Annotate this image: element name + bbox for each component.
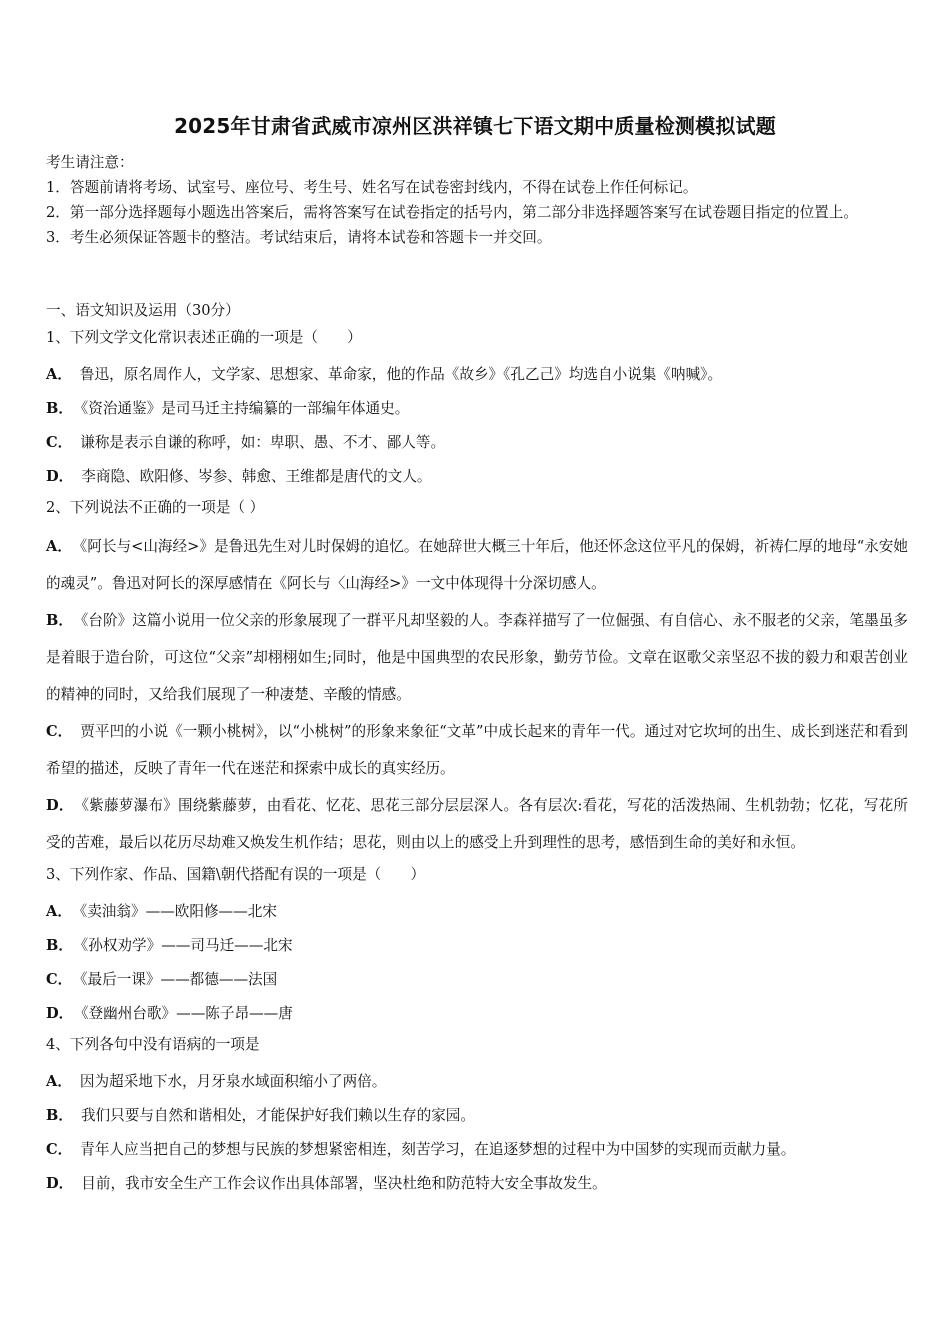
- option-text: 目前，我市安全生产工作会议作出具体部署，坚决杜绝和防范特大安全事故发生。: [81, 1175, 607, 1192]
- option-c[interactable]: [46, 713, 908, 787]
- option-text: 《卖油翁》——欧阳修——北宋: [79, 903, 277, 920]
- option-letter: C．: [46, 723, 73, 740]
- option-text: 我们只要与自然和谐相处，才能保护好我们赖以生存的家园。: [80, 1107, 475, 1124]
- question-2: [46, 494, 908, 861]
- option-text: 谦称是表示自谦的称呼，如：卑职、愚、不才、鄙人等。: [80, 434, 446, 451]
- option-d[interactable]: [46, 997, 908, 1031]
- question-4: [46, 1031, 908, 1201]
- option-a[interactable]: [46, 1065, 908, 1099]
- option-c[interactable]: [46, 963, 908, 997]
- option-text: 《紫藤萝瀑布》围绕紫藤萝，由看花、忆花、思花三部分层层深人。各有层次:看花，写花的活泼热闹、生机勃勃；忆花，写花所受的苦难，最后以花历尽劫难又焕发生机作结；思花，则由以上的感受上升到理性的思考，感悟到生命的美好和永恒。: [46, 797, 909, 851]
- exam-content: [46, 298, 908, 1201]
- option-c[interactable]: [46, 1133, 908, 1167]
- option-letter: D．: [46, 468, 74, 485]
- option-letter: B．: [46, 400, 73, 417]
- option-text: 《台阶》这篇小说用一位父亲的形象展现了一群平凡却坚毅的人。李森祥描写了一位倔强、有自信心、永不服老的父亲，笔墨虽多是着眼于造台阶，可这位“父亲”却栩栩如生;同时，他是中国典型的农民形象，勤劳节俭。文章在讴歌父亲坚忍不拔的毅力和艰苦创业的精神的同时，又给我们展现了一种凄楚、辛酸的情感。: [46, 612, 908, 703]
- notice-block: [46, 150, 908, 250]
- option-letter: D．: [46, 1175, 74, 1192]
- option-b[interactable]: [46, 392, 908, 426]
- option-text: 《资治通鉴》是司马迁主持编纂的一部编年体通史。: [80, 400, 410, 417]
- option-letter: A．: [46, 366, 72, 383]
- notice-item: 2．第一部分选择题每小题选出答案后，需将答案写在试卷指定的括号内，第二部分非选择题答案写在试卷题目指定的位置上。: [46, 204, 858, 221]
- option-letter: B．: [46, 612, 74, 629]
- option-letter: D．: [46, 797, 74, 814]
- option-letter: C．: [46, 971, 73, 988]
- option-c[interactable]: [46, 426, 908, 460]
- notice-item: 3．考生必须保证答题卡的整洁。考试结束后，请将本试卷和答题卡一并交回。: [46, 229, 552, 246]
- option-text: 李商隐、欧阳修、岑参、韩愈、王维都是唐代的文人。: [81, 468, 432, 485]
- question-stem: 2、下列说法不正确的一项是（ ）: [46, 499, 265, 516]
- option-text: 青年人应当把自己的梦想与民族的梦想紧密相连，刻苦学习，在追逐梦想的过程中为中国梦的实现而贡献力量。: [80, 1141, 796, 1158]
- question-stem: 3、下列作家、作品、国籍\朝代搭配有误的一项是（ ）: [46, 866, 426, 883]
- option-text: 《最后一课》——都德——法国: [80, 971, 278, 988]
- option-letter: A．: [46, 538, 72, 555]
- option-a[interactable]: [46, 895, 908, 929]
- option-letter: C．: [46, 434, 73, 451]
- option-letter: B．: [46, 1107, 73, 1124]
- option-text: 鲁迅，原名周作人，文学家、思想家、革命家，他的作品《故乡》《孔乙己》均选自小说集《呐喊》。: [79, 366, 723, 383]
- option-letter: C．: [46, 1141, 73, 1158]
- option-letter: B．: [46, 937, 73, 954]
- option-text: 《孙权劝学》——司马迁——北宋: [80, 937, 293, 954]
- notice-heading: 考生请注意：: [46, 154, 134, 171]
- option-a[interactable]: [46, 528, 908, 602]
- option-d[interactable]: [46, 787, 908, 861]
- option-text: 贾平凹的小说《一颗小桃树》，以“小桃树”的形象来象征“文革”中成长起来的青年一代。通过对它坎坷的出生、成长到迷茫和看到希望的描述，反映了青年一代在迷茫和探索中成长的真实经历。: [46, 723, 908, 777]
- question-1: [46, 324, 908, 494]
- option-d[interactable]: [46, 460, 908, 494]
- option-b[interactable]: [46, 1099, 908, 1133]
- option-d[interactable]: [46, 1167, 908, 1201]
- option-letter: A．: [46, 1073, 72, 1090]
- question-stem: 4、下列各句中没有语病的一项是: [46, 1036, 260, 1053]
- option-letter: D．: [46, 1005, 74, 1022]
- question-3: [46, 861, 908, 1031]
- page-title: 2025年甘肃省武威市凉州区洪祥镇七下语文期中质量检测模拟试题: [174, 114, 776, 138]
- section-heading: 一、语文知识及运用（30分）: [46, 302, 240, 319]
- option-b[interactable]: [46, 929, 908, 963]
- notice-item: 1．答题前请将考场、试室号、座位号、考生号、姓名写在试卷密封线内，不得在试卷上作任何标记。: [46, 179, 698, 196]
- option-text: 《登幽州台歌》——陈子昂——唐: [81, 1005, 293, 1022]
- option-text: 《阿长与<山海经>》是鲁迅先生对儿时保姆的追忆。在她辞世大概三十年后，他还怀念这位平凡的保姆，祈祷仁厚的地母“永安她的魂灵”。鲁迅对阿长的深厚感情在《阿长与〈山海经>》一文中体现得十分深切感人。: [46, 538, 909, 592]
- question-stem: 1、下列文学文化常识表述正确的一项是（ ）: [46, 329, 362, 346]
- option-text: 因为超采地下水，月牙泉水域面积缩小了两倍。: [79, 1073, 387, 1090]
- option-b[interactable]: [46, 602, 908, 713]
- option-letter: A．: [46, 903, 72, 920]
- option-a[interactable]: [46, 358, 908, 392]
